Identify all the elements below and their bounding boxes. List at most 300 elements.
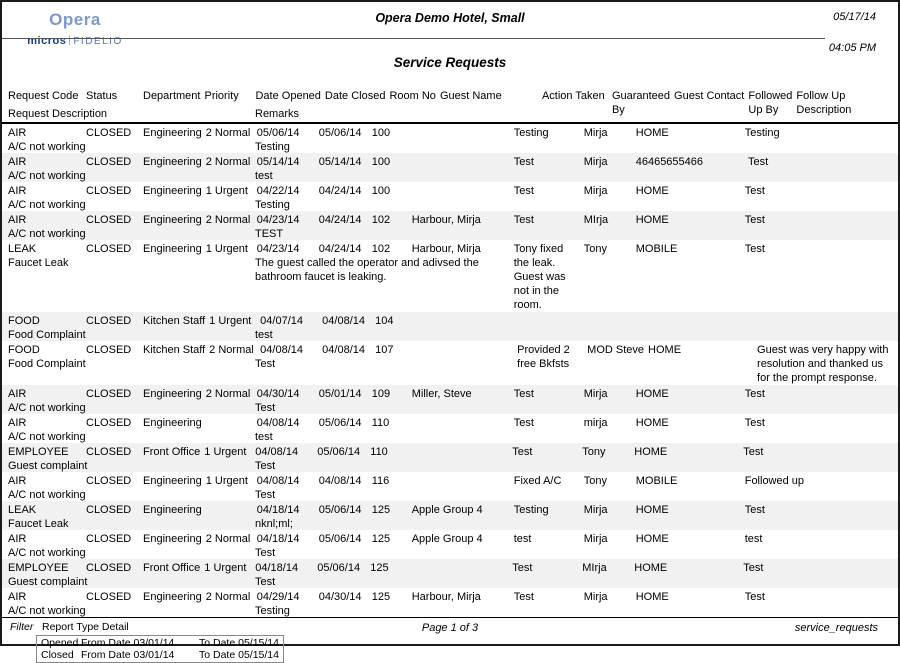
cell-request-code: EMPLOYEE (8, 446, 69, 458)
table-row (2, 559, 898, 588)
micros-logo-text: micros (27, 35, 67, 47)
cell-guest-name: Apple Group 4 (411, 533, 483, 545)
cell-follow-up-description: Test (744, 243, 765, 255)
filter-closed-to-date: To Date 05/15/14 (199, 649, 279, 661)
cell-action-taken: Test (513, 156, 534, 168)
filter-opened-to-date: To Date 05/15/14 (199, 637, 279, 649)
cell-department: Engineering (143, 533, 202, 545)
cell-guest-contact: HOME (634, 446, 668, 458)
cell-guest-name (410, 416, 512, 430)
table-body (2, 124, 898, 617)
cell-follow-up-description: Test (744, 417, 765, 429)
cell-guest-name: Miller, Steve (411, 388, 472, 400)
cell-date-closed: 04/24/14 (318, 214, 362, 226)
cell-date-opened: 04/08/14 (256, 417, 300, 429)
row-main-line (2, 385, 898, 401)
cell-date-opened: 04/18/14 (256, 504, 300, 516)
cell-follow-up-description: Testing (744, 127, 780, 139)
cell-request-code: FOOD (8, 315, 40, 327)
cell-date-opened: 04/08/14 (255, 446, 299, 458)
cell-room-no: 125 (371, 504, 391, 516)
filter-closed-label: Closed (41, 649, 74, 661)
cell-guest-contact: HOME (635, 417, 669, 429)
cell-guest-name (413, 314, 515, 328)
filter-closed-from-date: From Date 03/01/14 (81, 649, 175, 661)
cell-date-opened: 04/18/14 (256, 533, 300, 545)
cell-followed-up-by (702, 503, 743, 517)
cell-request-description: A/C not working (8, 431, 86, 443)
cell-room-no: 102 (371, 243, 391, 255)
cell-department: Engineering (143, 475, 202, 487)
cell-department: Engineering (143, 243, 202, 255)
cell-action-taken: Testing (513, 504, 549, 516)
cell-follow-up-description: test (744, 533, 763, 545)
cell-date-opened: 04/30/14 (256, 388, 300, 400)
cell-date-closed: 05/06/14 (318, 533, 362, 545)
cell-status: CLOSED (86, 475, 132, 487)
cell-follow-up-description: Test (748, 156, 769, 168)
col-header-priority: Priority (204, 90, 239, 102)
cell-date-closed: 04/24/14 (318, 185, 362, 197)
cell-follow-up-description (746, 314, 898, 328)
col-header-department: Department (143, 90, 201, 102)
cell-request-description: Faucet Leak (8, 257, 69, 269)
cell-guest-contact (637, 314, 705, 328)
cell-guaranteed-by: Mirja (583, 591, 608, 603)
cell-guaranteed-by: Tony (582, 446, 606, 458)
row-description-line (2, 328, 898, 342)
filter-line-closed (41, 649, 279, 661)
cell-request-description: Guest complaint (8, 460, 88, 472)
table-row (2, 588, 898, 617)
cell-priority: 1 Urgent (209, 315, 252, 327)
cell-status: CLOSED (86, 315, 132, 327)
row-main-line (2, 153, 898, 169)
cell-request-code: AIR (8, 214, 27, 226)
cell-guaranteed-by: MIrja (582, 562, 607, 574)
cell-request-description: Faucet Leak (8, 518, 69, 530)
cell-date-opened: 04/29/14 (256, 591, 300, 603)
cell-guest-contact: HOME (635, 127, 669, 139)
row-main-line (2, 443, 898, 459)
cell-department: Kitchen Staff (143, 315, 206, 327)
cell-guaranteed-by: Mirja (583, 504, 608, 516)
cell-remarks: Testing (255, 605, 290, 617)
cell-priority: 2 Normal (205, 388, 251, 400)
cell-guest-contact: MOBILE (635, 243, 678, 255)
cell-department: Kitchen Staff (143, 344, 206, 356)
cell-room-no: 125 (371, 591, 391, 603)
cell-date-opened: 04/08/14 (256, 475, 300, 487)
cell-status: CLOSED (86, 446, 132, 458)
cell-remarks: Testing (255, 141, 290, 153)
row-main-line (2, 472, 898, 488)
row-description-line (2, 256, 898, 284)
cell-request-description: A/C not working (8, 199, 86, 211)
report-type-label: Report Type Detail (42, 621, 129, 633)
cell-action-taken: Provided 2 free Bkfsts (517, 344, 570, 370)
row-main-line (2, 588, 898, 604)
cell-date-closed: 04/30/14 (318, 591, 362, 603)
cell-follow-up-description: Test (744, 185, 765, 197)
cell-followed-up-by (705, 314, 746, 328)
cell-guaranteed-by: Mirja (583, 185, 608, 197)
cell-followed-up-by (702, 213, 743, 227)
cell-guest-name: Apple Group 4 (411, 504, 483, 516)
cell-request-code: FOOD (8, 344, 40, 356)
cell-guest-name (410, 155, 512, 169)
cell-request-code: LEAK (8, 243, 37, 255)
cell-guaranteed-by: mirja (583, 417, 608, 429)
hotel-name: Opera Demo Hotel, Small (375, 11, 525, 25)
filter-opened-label: Opened (41, 637, 79, 649)
table-row (2, 124, 898, 153)
cell-remarks: Test (255, 489, 276, 501)
cell-request-code: AIR (8, 475, 27, 487)
col-header-date-closed: Date Closed (324, 90, 386, 102)
cell-room-no: 104 (375, 315, 394, 327)
row-main-line (2, 501, 898, 517)
cell-request-description: A/C not working (8, 605, 86, 617)
cell-date-closed: 04/24/14 (318, 243, 362, 255)
row-description-line (2, 357, 898, 371)
cell-date-opened: 05/14/14 (256, 156, 300, 168)
cell-department: Engineering (143, 591, 202, 603)
row-main-line (2, 559, 898, 575)
row-description-line (2, 198, 898, 212)
cell-guaranteed-by: Tony (583, 475, 607, 487)
cell-date-opened: 04/23/14 (256, 214, 300, 226)
cell-room-no: 125 (370, 562, 389, 574)
cell-remarks: Test (255, 576, 276, 588)
table-row (2, 501, 898, 530)
cell-action-taken: Test (513, 185, 534, 197)
cell-status: CLOSED (86, 243, 132, 255)
cell-date-opened: 04/08/14 (260, 344, 303, 356)
col-header-date-opened: Date Opened (255, 90, 321, 102)
cell-department: Engineering (143, 388, 202, 400)
cell-priority: 2 Normal (205, 533, 251, 545)
cell-guest-name (408, 445, 510, 459)
cell-status: CLOSED (86, 562, 132, 574)
cell-request-code: AIR (8, 185, 27, 197)
cell-remarks: Test (255, 402, 276, 414)
cell-department: Engineering (143, 185, 202, 197)
row-description-line (2, 546, 898, 560)
table-row (2, 443, 898, 472)
cell-guest-contact: HOME (635, 504, 669, 516)
cell-request-code: LEAK (8, 504, 37, 516)
cell-guest-contact: HOME (635, 214, 669, 226)
cell-status: CLOSED (86, 388, 132, 400)
cell-follow-up-description: Test (744, 388, 765, 400)
cell-request-description: Food Complaint (8, 358, 86, 370)
header-divider-line (2, 38, 825, 39)
logo-divider (69, 35, 70, 45)
cell-followed-up-by (702, 532, 743, 546)
report-date: 05/17/14 (833, 11, 876, 23)
cell-status: CLOSED (86, 185, 132, 197)
table-row (2, 312, 898, 341)
cell-department: Engineering (143, 214, 202, 226)
cell-date-opened: 05/06/14 (256, 127, 300, 139)
cell-date-closed: 05/06/14 (317, 562, 361, 574)
cell-priority: 2 Normal (205, 127, 251, 139)
col-header-guest-contact: Guest Contact (674, 90, 745, 102)
col-header-follow-up-description: Follow Up Description (796, 90, 852, 116)
cell-department: Engineering (143, 127, 202, 139)
cell-room-no: 109 (371, 388, 391, 400)
cell-remarks: test (255, 329, 273, 341)
cell-guest-name: Harbour, Mirja (411, 591, 481, 603)
cell-guaranteed-by: MOD Steve (587, 344, 645, 356)
cell-followed-up-by (702, 184, 743, 198)
cell-room-no: 110 (371, 417, 390, 429)
cell-guest-name: Harbour, Mirja (411, 214, 481, 226)
row-main-line (2, 124, 898, 140)
cell-followed-up-by (702, 590, 743, 604)
cell-priority: 1 Urgent (204, 562, 247, 574)
cell-status: CLOSED (86, 344, 132, 356)
cell-action-taken: Test (513, 417, 534, 429)
cell-request-description: A/C not working (8, 547, 86, 559)
cell-guest-contact: HOME (648, 344, 682, 356)
cell-department: Engineering (143, 156, 202, 168)
opera-logo: Opera (49, 10, 101, 29)
cell-request-description: A/C not working (8, 489, 86, 501)
filter-criteria-box (36, 635, 284, 663)
cell-guaranteed-by (585, 314, 637, 328)
cell-remarks: Test (255, 547, 276, 559)
cell-followed-up-by (702, 416, 743, 430)
cell-priority: 1 Urgent (204, 446, 247, 458)
cell-guaranteed-by: Mirja (583, 156, 608, 168)
col-header-request-description: Request Description (8, 108, 108, 120)
cell-priority: 2 Normal (205, 591, 251, 603)
cell-request-code: AIR (8, 127, 27, 139)
table-row (2, 341, 898, 385)
cell-action-taken: Fixed A/C (513, 475, 562, 487)
cell-priority (204, 503, 255, 517)
col-header-guest-name: Guest Name (439, 90, 502, 102)
cell-date-closed: 05/06/14 (318, 127, 362, 139)
col-header-remarks: Remarks (255, 108, 300, 120)
cell-room-no: 110 (370, 446, 388, 458)
row-main-line (2, 530, 898, 546)
col-header-guaranteed-by: Guaranteed By (611, 90, 671, 116)
row-description-line (2, 575, 898, 589)
cell-request-description: A/C not working (8, 170, 86, 182)
table-row (2, 211, 898, 240)
cell-action-taken: test (513, 533, 532, 545)
cell-priority: 1 Urgent (205, 475, 248, 487)
cell-remarks: The guest called the operator and adivsed the bathroom faucet is leaking. (255, 257, 479, 283)
row-description-line (2, 169, 898, 183)
cell-request-description: A/C not working (8, 141, 86, 153)
cell-request-description: A/C not working (8, 228, 86, 240)
cell-room-no: 107 (375, 344, 394, 356)
row-description-line (2, 459, 898, 473)
cell-guest-name (410, 474, 512, 488)
cell-status: CLOSED (86, 533, 132, 545)
table-header-line2 (2, 107, 898, 121)
cell-department: Front Office (143, 446, 201, 458)
cell-followed-up-by (702, 474, 743, 488)
cell-follow-up-description: Test (743, 562, 764, 574)
cell-request-code: AIR (8, 388, 27, 400)
row-description-line (2, 517, 898, 531)
cell-date-opened: 04/18/14 (255, 562, 299, 574)
cell-guaranteed-by: MIrja (583, 214, 609, 226)
cell-guest-name (410, 184, 512, 198)
cell-request-code: AIR (8, 533, 27, 545)
cell-guest-contact: HOME (635, 591, 669, 603)
row-description-line (2, 227, 898, 241)
cell-date-opened: 04/22/14 (256, 185, 300, 197)
cell-action-taken: Test (512, 446, 533, 458)
report-time: 04:05 PM (828, 42, 876, 54)
cell-remarks: test (255, 431, 273, 443)
cell-follow-up-description: Test (744, 214, 765, 226)
cell-department: Engineering (143, 504, 202, 516)
cell-date-closed: 05/06/14 (317, 446, 361, 458)
row-main-line (2, 182, 898, 198)
cell-guest-name (408, 561, 510, 575)
cell-followed-up-by (705, 155, 746, 169)
table-row (2, 472, 898, 501)
cell-guest-contact: HOME (635, 533, 669, 545)
cell-date-closed: 05/14/14 (318, 156, 362, 168)
cell-date-closed: 05/06/14 (318, 504, 362, 516)
cell-request-code: AIR (8, 417, 27, 429)
row-description-line (2, 140, 898, 154)
cell-follow-up-description: Test (744, 591, 765, 603)
cell-guest-contact: HOME (634, 562, 668, 574)
cell-guest-name (410, 126, 512, 140)
cell-remarks: test (255, 170, 273, 182)
cell-status: CLOSED (86, 504, 132, 516)
col-header-status: Status (86, 90, 118, 102)
cell-request-description: Food Complaint (8, 329, 86, 341)
filter-label: Filter (10, 621, 34, 633)
table-row (2, 414, 898, 443)
cell-date-closed: 04/08/14 (322, 344, 365, 356)
cell-status: CLOSED (86, 127, 132, 139)
cell-followed-up-by (702, 387, 743, 401)
cell-remarks: TEST (255, 228, 284, 240)
cell-remarks: nknl;ml; (255, 518, 293, 530)
cell-date-opened: 04/07/14 (260, 315, 303, 327)
cell-room-no: 100 (371, 156, 391, 168)
row-main-line (2, 211, 898, 227)
cell-action-taken: Testing (513, 127, 549, 139)
row-main-line (2, 312, 898, 328)
cell-request-description: Guest complaint (8, 576, 88, 588)
cell-status: CLOSED (86, 417, 132, 429)
row-description-line (2, 401, 898, 415)
cell-room-no: 100 (371, 185, 391, 197)
table-header (2, 86, 898, 124)
cell-date-closed: 05/06/14 (318, 417, 362, 429)
table-row (2, 240, 898, 312)
cell-date-closed: 04/08/14 (318, 475, 362, 487)
cell-priority: 1 Urgent (205, 185, 248, 197)
cell-room-no: 116 (371, 475, 390, 487)
row-description-line (2, 604, 898, 618)
cell-priority: 2 Normal (209, 344, 254, 356)
page-indicator: Page 1 of 3 (421, 622, 479, 634)
cell-remarks: Test (255, 460, 276, 472)
report-footer (2, 617, 898, 661)
cell-date-closed: 05/01/14 (318, 388, 362, 400)
cell-room-no: 102 (371, 214, 391, 226)
table-row (2, 530, 898, 559)
report-header (2, 2, 898, 86)
cell-guest-contact: HOME (635, 185, 669, 197)
row-description-line (2, 488, 898, 502)
page-title: Service Requests (393, 55, 507, 70)
cell-room-no: 100 (371, 127, 391, 139)
cell-action-taken: Test (513, 214, 534, 226)
table-row (2, 182, 898, 211)
cell-request-description: A/C not working (8, 402, 86, 414)
row-description-line (2, 430, 898, 444)
cell-guest-contact: MOBILE (635, 475, 678, 487)
cell-guest-contact: 46465655466 (635, 156, 704, 168)
cell-follow-up-description: Guest was very happy with resolution and thanked us for the prompt response. (757, 344, 889, 384)
cell-followed-up-by (702, 126, 743, 140)
cell-action-taken: Test (513, 591, 534, 603)
filter-opened-from-date: From Date 03/01/14 (81, 637, 175, 649)
fidelio-logo-text: FIDELIO (73, 36, 123, 47)
cell-follow-up-description: Test (744, 504, 765, 516)
cell-remarks: Testing (255, 199, 290, 211)
cell-priority: 2 Normal (205, 156, 251, 168)
cell-priority: 1 Urgent (205, 243, 248, 255)
cell-follow-up-description: Test (743, 446, 764, 458)
cell-follow-up-description: Followed up (744, 475, 805, 487)
cell-status: CLOSED (86, 214, 132, 226)
cell-request-code: AIR (8, 156, 27, 168)
cell-remarks: Test (255, 358, 276, 370)
filter-line-opened (41, 637, 279, 649)
cell-date-closed: 04/08/14 (322, 315, 365, 327)
report-file-name: service_requests (794, 622, 878, 634)
cell-followed-up-by (700, 445, 741, 459)
cell-request-code: EMPLOYEE (8, 562, 69, 574)
cell-room-no: 125 (371, 533, 391, 545)
cell-department: Front Office (143, 562, 201, 574)
row-main-line (2, 414, 898, 430)
col-header-followed-up-by: Followed Up By (748, 90, 793, 116)
cell-status: CLOSED (86, 591, 132, 603)
cell-guest-name: Harbour, Mirja (411, 243, 481, 255)
cell-guaranteed-by: Tony (583, 243, 607, 255)
cell-status: CLOSED (86, 156, 132, 168)
cell-date-opened: 04/23/14 (256, 243, 300, 255)
micros-fidelio-logo (20, 31, 130, 49)
cell-department: Engineering (143, 417, 202, 429)
table-row (2, 153, 898, 182)
table-row (2, 385, 898, 414)
cell-priority (204, 416, 255, 430)
cell-action-taken: Test (512, 562, 533, 574)
cell-action-taken (515, 314, 585, 328)
col-header-action-taken: Action Taken (541, 90, 605, 102)
cell-action-taken: Tony fixed the leak. Guest was not in the room. (513, 243, 566, 311)
cell-priority: 2 Normal (205, 214, 251, 226)
cell-request-code: AIR (8, 591, 27, 603)
